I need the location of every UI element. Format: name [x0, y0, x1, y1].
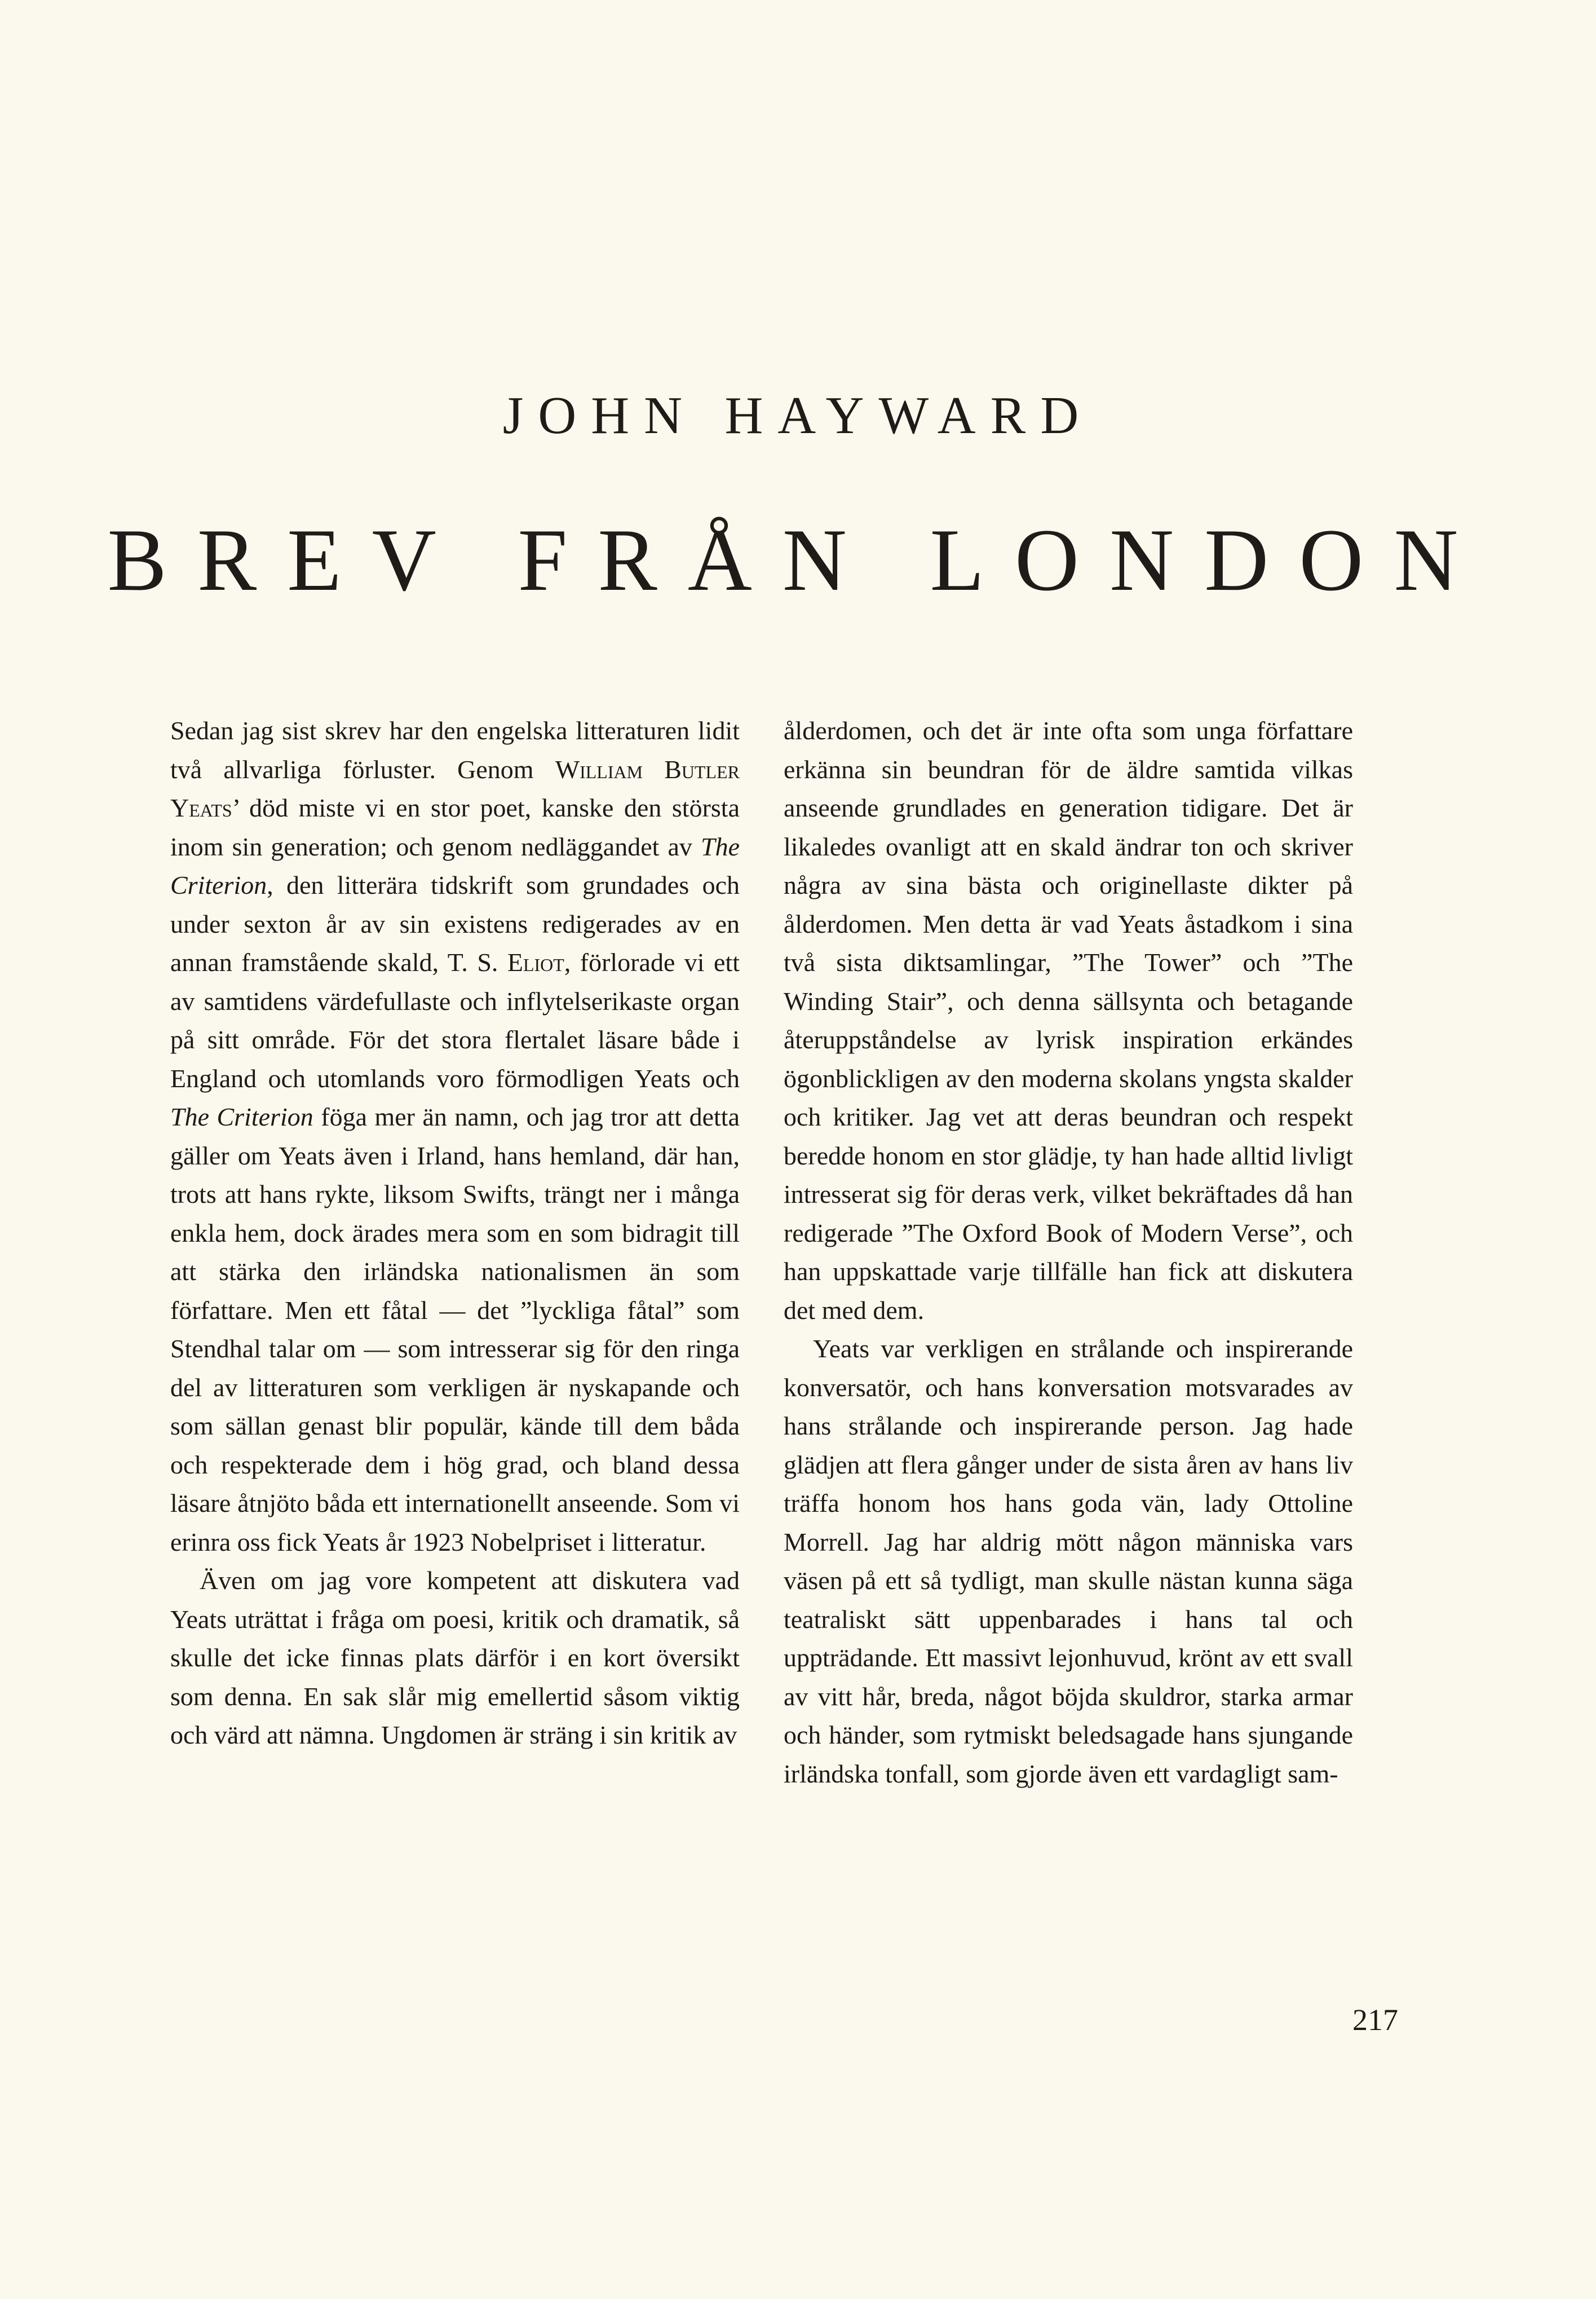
name-eliot: Eliot: [507, 948, 564, 977]
journal-title-criterion: The Criterion: [170, 832, 740, 899]
page-number: 217: [1352, 2003, 1398, 2037]
text-segment: Sedan jag sist skrev har den engelska litteraturen lidit två allvarliga förluster. Genom: [170, 716, 740, 784]
text-segment: ’ död miste vi en stor poet, kanske den största inom sin generation; och genom nedläggandet av: [170, 793, 740, 861]
right-text-column: [784, 712, 1353, 1793]
article-title: BREV FRÅN LONDON: [107, 511, 1489, 610]
name-william-butler-yeats: William Butler Yeats: [170, 754, 740, 822]
right-paragraph-2: Yeats var verkligen en strålande och inspirerande konversatör, och hans konversation motsvarades av hans strålande och inspirerande person. Jag hade glädjen att flera gånger under de sista åren av hans liv träffa honom hos hans goda vän, lady Ottoline Morrell. Jag har aldrig mött någon människa vars väsen på ett så tydligt, man skulle nästan kunna säga teatraliskt sätt uppenbarades i hans tal och uppträdande. Ett massivt lejonhuvud, krönt av ett svall av vitt hår, breda, något böjda skuldror, starka armar och händer, som rytmiskt beledsagade hans sjungande irländska tonfall, som gjorde även ett vardagligt sam-: [784, 1334, 1353, 1788]
left-paragraph-1: [170, 712, 740, 1561]
text-segment: föga mer än namn, och jag tror att detta gäller om Yeats även i Irland, hans hemland, där han, trots att hans rykte, liksom Swifts, trängt ner i många enkla hem, dock ärades mera som en som bidragit till att stärka den irländska nationalismen än som författare. Men ett fåtal — det ”lyckliga fåtal” som Stendhal talar om — som intresserar sig för den ringa del av litteraturen som verkligen är nyskapande och som sällan genast blir populär, kände till dem båda och respekterade dem i hög grad, och bland dessa läsare åtnjöto båda ett internationellt anseende. Som vi erinra oss fick Yeats år 1923 Nobelpriset i litteratur.: [170, 1102, 740, 1556]
left-text-column: [170, 712, 740, 1755]
journal-title-criterion: The Criterion: [170, 1102, 313, 1131]
text-segment: , förlorade vi ett av samtidens värdefullaste och inflytelserikaste organ på sitt område. För det stora flertalet läsare både i England och utomlands voro förmodligen Yeats och: [170, 948, 740, 1093]
text-segment: , den litterära tidskrift som grundades och under sexton år av sin existens redigerades av en annan framstående skald, T. S.: [170, 871, 740, 977]
right-paragraph-1: ålderdomen, och det är inte ofta som unga författare erkänna sin beundran för de äldre samtida vilkas anseende grundlades en generation tidigare. Det är likaledes ovanligt att en skald ändrar ton och skriver några av sina bästa och originellaste dikter på ålderdomen. Men detta är vad Yeats åstadkom i sina två sista diktsamlingar, ”The Tower” och ”The Winding Stair”, och denna sällsynta och betagande återuppståndelse av lyrisk inspiration erkändes ögonblickligen av den moderna skolans yngsta skalder och kritiker. Jag vet att deras beundran och respekt beredde honom en stor glädje, ty han hade alltid livligt intresserat sig för deras verk, vilket bekräftades då han redigerade ”The Oxford Book of Modern Verse”, och han uppskattade varje tillfälle han fick att diskutera det med dem.: [784, 716, 1353, 1325]
author-name: JOHN HAYWARD: [502, 386, 1094, 445]
left-paragraph-2: Även om jag vore kompetent att diskutera vad Yeats uträttat i fråga om poesi, kritik och dramatik, så skulle det icke finnas plats därför i en kort översikt som denna. En sak slår mig emellertid såsom viktig och värd att nämna. Ungdomen är sträng i sin kritik av: [170, 1566, 740, 1749]
